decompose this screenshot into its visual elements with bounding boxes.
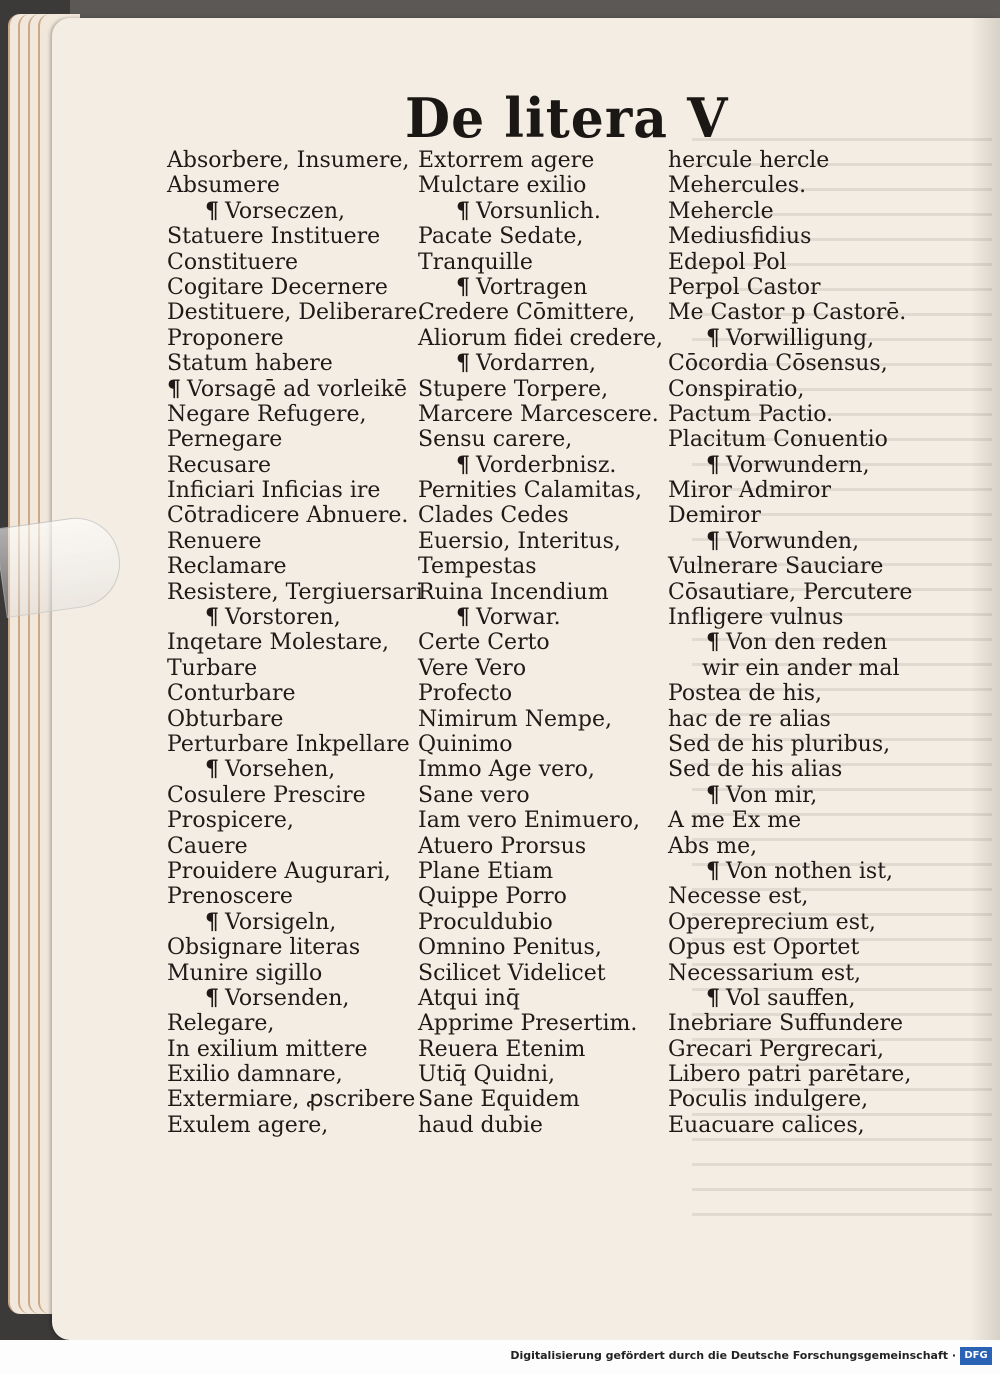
entry-line (418, 884, 663, 909)
pilcrow-icon: ¶ (706, 324, 720, 351)
entry-text: Infligere vulnus (668, 605, 844, 631)
entry-line (668, 757, 913, 782)
entry-heading (418, 275, 663, 300)
entry-text: Renuere (167, 528, 262, 554)
pilcrow-icon: ¶ (205, 984, 219, 1011)
entry-line (668, 884, 913, 909)
pilcrow-icon: ¶ (706, 527, 720, 554)
pilcrow-icon: ¶ (456, 451, 470, 478)
entry-line (418, 630, 663, 655)
entry-text: Vordarren, (476, 351, 597, 377)
entry-line (668, 250, 913, 275)
entry-text: Grecari Pergrecari, (668, 1036, 885, 1062)
entry-text: Credere Cōmittere, (418, 300, 636, 326)
entry-line (668, 377, 913, 402)
entry-text: Recusare (167, 452, 272, 478)
entry-heading (668, 630, 913, 655)
entry-text: Cōsautiare, Percutere (668, 579, 913, 605)
entry-text: hercule hercle (668, 148, 830, 173)
entry-line (418, 910, 663, 935)
entry-text: Turbare (167, 655, 258, 681)
dfg-logo: DFG (960, 1347, 992, 1365)
entry-line (418, 503, 663, 528)
entry-line (418, 478, 663, 503)
entry-line (418, 656, 663, 681)
entry-text: Statum habere (167, 351, 333, 377)
entry-line (418, 529, 663, 554)
entry-text: Me Castor p Castorē. (668, 300, 907, 326)
entry-line (167, 427, 412, 452)
pilcrow-icon: ¶ (167, 375, 181, 402)
entry-text: Vorsunlich. (476, 198, 601, 224)
entry-line (668, 199, 913, 224)
entry-text: Tranquille (418, 249, 533, 275)
entry-line (418, 681, 663, 706)
entry-line (167, 630, 412, 655)
entry-line (668, 224, 913, 249)
entry-heading (668, 453, 913, 478)
entry-text: Relegare, (167, 1011, 275, 1037)
entry-text: Vol sauffen, (726, 985, 856, 1011)
entry-text: Tempestas (418, 554, 537, 580)
entry-line (418, 1062, 663, 1087)
entry-text: Demiror (668, 503, 761, 529)
entry-heading (167, 910, 412, 935)
entry-text: Von mir, (726, 782, 818, 808)
entry-text: Perpol Castor (668, 274, 821, 300)
entry-text: Quippe Porro (418, 884, 567, 910)
entry-line (668, 910, 913, 935)
entry-heading (668, 783, 913, 808)
entry-line (418, 783, 663, 808)
pilcrow-icon: ¶ (706, 629, 720, 656)
entry-line (167, 961, 412, 986)
entry-text: Prouidere Augurari, (167, 858, 391, 884)
entry-text: Marcere Marcescere. (418, 401, 659, 427)
pilcrow-icon: ¶ (205, 197, 219, 224)
entry-line (167, 1062, 412, 1087)
entry-text: Sensu carere, (418, 427, 573, 453)
entry-line (167, 935, 412, 960)
entry-line (418, 402, 663, 427)
entry-line (167, 250, 412, 275)
entry-text: Prenoscere (167, 884, 293, 910)
entry-text: Clades Cedes (418, 503, 569, 529)
entry-text: Negare Refugere, (167, 401, 367, 427)
entry-text: Sed de his alias (668, 757, 843, 783)
entry-line (167, 478, 412, 503)
entry-text: Perturbare Inkpellare (167, 731, 410, 757)
entry-text: Extorrem agere (418, 148, 595, 173)
entry-line (668, 1037, 913, 1062)
entry-text: Atuero Prorsus (418, 833, 587, 859)
entry-text: Pacate Sedate, (418, 224, 584, 250)
entry-text: Resistere, Tergiuersari (167, 579, 423, 605)
entry-line (167, 275, 412, 300)
entry-line (418, 250, 663, 275)
entry-text: Proculdubio (418, 909, 553, 935)
entry-line (167, 1037, 412, 1062)
entry-heading (418, 453, 663, 478)
column-2 (418, 148, 663, 1138)
entry-text: Reclamare (167, 554, 287, 580)
entry-text: Plane Etiam (418, 858, 554, 884)
entry-text: Constituere (167, 249, 298, 275)
entry-text: Destituere, Deliberare. (167, 300, 425, 326)
page-title: De litera V (405, 86, 729, 151)
entry-text: Obsignare literas (167, 935, 361, 961)
entry-heading (668, 326, 913, 351)
entry-heading (418, 351, 663, 376)
entry-line (167, 529, 412, 554)
entry-text: Absumere (167, 173, 280, 199)
entry-text: Iam vero Enimuero, (418, 808, 640, 834)
entry-text: Pernegare (167, 427, 283, 453)
entry-text: Ruina Incendium (418, 579, 609, 605)
entry-line (167, 554, 412, 579)
entry-text: Proponere (167, 325, 284, 351)
entry-heading (167, 605, 412, 630)
entry-text: Sed de his pluribus, (668, 731, 891, 757)
entry-text: haud dubie (418, 1112, 543, 1138)
entry-line (167, 834, 412, 859)
entry-text: Atqui inq̄ (418, 985, 520, 1011)
entry-text: Obturbare (167, 706, 284, 732)
entry-line (418, 427, 663, 452)
entry-text: Necessarium est, (668, 960, 862, 986)
entry-text: Aliorum fidei credere, (418, 325, 664, 351)
entry-line (668, 732, 913, 757)
entry-line (167, 377, 412, 402)
pilcrow-icon: ¶ (205, 604, 219, 631)
entry-line (418, 707, 663, 732)
entry-text: wir ein ander mal (702, 655, 900, 681)
entry-line (167, 1087, 416, 1113)
entry-text: Pactum Pactio. (668, 401, 834, 427)
pilcrow-icon: ¶ (205, 756, 219, 783)
pilcrow-icon: ¶ (706, 451, 720, 478)
entry-line (418, 224, 663, 249)
pilcrow-icon: ¶ (706, 984, 720, 1011)
entry-line (418, 148, 663, 173)
entry-text: Cōcordia Cōsensus, (668, 351, 888, 377)
entry-text: Inebriare Suffundere (668, 1011, 904, 1037)
entry-line (167, 224, 412, 249)
footer-bar (0, 1340, 1000, 1374)
entry-line (668, 707, 913, 732)
entry-line (668, 961, 913, 986)
entry-text: hac de re alias (668, 706, 831, 732)
entry-line (167, 402, 412, 427)
entry-text: Vulnerare Sauciare (668, 554, 884, 580)
entry-heading (668, 986, 913, 1011)
entry-text: Quinimo (418, 731, 513, 757)
entry-line (668, 834, 913, 859)
entry-line (418, 808, 663, 833)
entry-text: Cogitare Decernere (167, 274, 388, 300)
entry-text: In exilium mittere (167, 1036, 368, 1062)
entry-text: Euersio, Interitus, (418, 528, 621, 554)
entry-line (167, 656, 412, 681)
entry-line (167, 1011, 412, 1036)
entry-text: Vorwundern, (726, 452, 870, 478)
entry-line (668, 1087, 913, 1112)
entry-line (668, 275, 913, 300)
entry-line (668, 402, 913, 427)
entry-line (668, 1113, 913, 1138)
entry-text: Vorsagē ad vorleikē (187, 376, 407, 402)
entry-line (418, 935, 663, 960)
entry-text: Exulem agere, (167, 1112, 329, 1138)
entry-text: Von nothen ist, (726, 858, 894, 884)
entry-text: Statuere Instituere (167, 224, 381, 250)
entry-line (167, 173, 412, 198)
entry-text: Vorderbnisz. (476, 452, 617, 478)
pilcrow-icon: ¶ (456, 350, 470, 377)
entry-line (167, 859, 412, 884)
entry-text: Exilio damnare, (167, 1062, 343, 1088)
entry-line (167, 732, 412, 757)
entry-text: Prospicere, (167, 808, 294, 834)
entry-line (668, 1062, 913, 1087)
entry-line (418, 326, 663, 351)
entry-line (167, 148, 412, 173)
entry-text: Apprime Presertim. (418, 1011, 638, 1037)
entry-heading (167, 986, 412, 1011)
funding-note: Digitalisierung gefördert durch die Deutsche Forschungsgemeinschaft · (510, 1349, 956, 1362)
entry-text: Omnino Penitus, (418, 935, 602, 961)
entry-text: Placitum Conuentio (668, 427, 888, 453)
pilcrow-icon: ¶ (706, 781, 720, 808)
entry-text: Munire sigillo (167, 960, 323, 986)
entry-text: Poculis indulgere, (668, 1087, 869, 1113)
entry-line (668, 503, 913, 528)
entry-line (167, 326, 412, 351)
entry-heading (418, 199, 663, 224)
entry-heading (167, 199, 412, 224)
entry-line (167, 783, 412, 808)
entry-text: Cosulere Prescire (167, 782, 366, 808)
entry-text: Libero patri parētare, (668, 1062, 912, 1088)
column-3 (668, 148, 913, 1138)
entry-text: Cauere (167, 833, 248, 859)
entry-text: Edepol Pol (668, 249, 787, 275)
entry-line (418, 834, 663, 859)
entry-line (167, 707, 412, 732)
entry-text: Extermiare, ꝓscribere (167, 1087, 416, 1113)
entry-line (418, 300, 663, 325)
entry-text: Opus est Oportet (668, 935, 860, 961)
entry-line (167, 300, 425, 326)
entry-line (167, 453, 412, 478)
entry-line (167, 1113, 412, 1138)
entry-line (167, 351, 412, 376)
entry-text: Vorsenden, (225, 985, 350, 1011)
entry-text: Mehercules. (668, 173, 807, 199)
entry-line (668, 351, 913, 376)
entry-text: Vorseczen, (225, 198, 346, 224)
entry-text: Sane Equidem (418, 1087, 580, 1113)
entry-line (418, 580, 663, 605)
entry-text: Utiq̄ Quidni, (418, 1062, 556, 1088)
entry-text: Certe Certo (418, 630, 550, 656)
entry-text: Abs me, (668, 833, 758, 859)
entry-text: Immo Age vero, (418, 757, 595, 783)
entry-line (418, 377, 663, 402)
entry-line (668, 300, 913, 325)
entry-line (167, 681, 412, 706)
entry-text: Postea de his, (668, 681, 822, 707)
entry-text: Conspiratio, (668, 376, 805, 402)
entry-line (668, 427, 913, 452)
entry-text: Mehercle (668, 198, 774, 224)
entry-line (418, 732, 663, 757)
entry-text: A me Ex me (668, 808, 802, 834)
entry-text: Mediusfidius (668, 224, 812, 250)
entry-line (668, 580, 913, 605)
entry-line (418, 1113, 663, 1138)
entry-line (167, 884, 412, 909)
entry-line (418, 757, 663, 782)
entry-line (668, 173, 913, 198)
pilcrow-icon: ¶ (456, 273, 470, 300)
entry-text: Conturbare (167, 681, 296, 707)
entry-text: Inqetare Molestare, (167, 630, 390, 656)
entry-line (418, 1037, 663, 1062)
entry-text: Reuera Etenim (418, 1036, 586, 1062)
entry-text: Absorbere, Insumere, (167, 148, 410, 173)
entry-text: Sane vero (418, 782, 530, 808)
entry-line (418, 554, 663, 579)
entry-text: Euacuare calices, (668, 1112, 865, 1138)
entry-text: Inficiari Inficias ire (167, 478, 381, 504)
entry-text: Vorwar. (476, 605, 561, 631)
entry-line (418, 986, 663, 1011)
entry-line (418, 961, 663, 986)
entry-text: Stupere Torpere, (418, 376, 609, 402)
entry-text: Vere Vero (418, 655, 527, 681)
entry-heading (167, 757, 412, 782)
pilcrow-icon: ¶ (706, 857, 720, 884)
entry-line (668, 554, 913, 579)
entry-heading (668, 529, 913, 554)
entry-text: Vorstoren, (225, 605, 341, 631)
column-1 (167, 148, 425, 1138)
entry-line (668, 605, 913, 630)
entry-line (167, 503, 412, 528)
entry-line (668, 1011, 913, 1036)
page-gutter (970, 18, 1000, 1340)
entry-line (668, 478, 913, 503)
entry-line (167, 579, 423, 605)
entry-line (418, 859, 663, 884)
entry-text: Vortragen (476, 274, 588, 300)
pilcrow-icon: ¶ (456, 604, 470, 631)
entry-text: Mulctare exilio (418, 173, 587, 199)
entry-text: Profecto (418, 681, 513, 707)
entry-text: Opereprecium est, (668, 909, 876, 935)
entry-text: Cōtradicere Abnuere. (167, 503, 409, 529)
entry-line (668, 808, 913, 833)
entry-line (668, 656, 913, 681)
entry-line (167, 808, 412, 833)
entry-text: Pernities Calamitas, (418, 478, 642, 504)
entry-text: Vorwilligung, (726, 325, 875, 351)
entry-heading (418, 605, 663, 630)
entry-text: Scilicet Videlicet (418, 960, 606, 986)
entry-heading (668, 859, 913, 884)
pilcrow-icon: ¶ (456, 197, 470, 224)
entry-line (418, 173, 663, 198)
entry-text: Vorsigeln, (225, 909, 337, 935)
entry-line (668, 681, 913, 706)
entry-line (418, 1011, 663, 1036)
entry-text: Nimirum Nempe, (418, 706, 612, 732)
entry-line (668, 935, 913, 960)
entry-text: Von den reden (726, 630, 888, 656)
entry-line (668, 148, 913, 173)
entry-line (418, 1087, 663, 1112)
entry-text: Necesse est, (668, 884, 809, 910)
entry-text: Vorsehen, (225, 757, 336, 783)
entry-text: Vorwunden, (726, 528, 860, 554)
pilcrow-icon: ¶ (205, 908, 219, 935)
entry-text: Miror Admiror (668, 478, 831, 504)
